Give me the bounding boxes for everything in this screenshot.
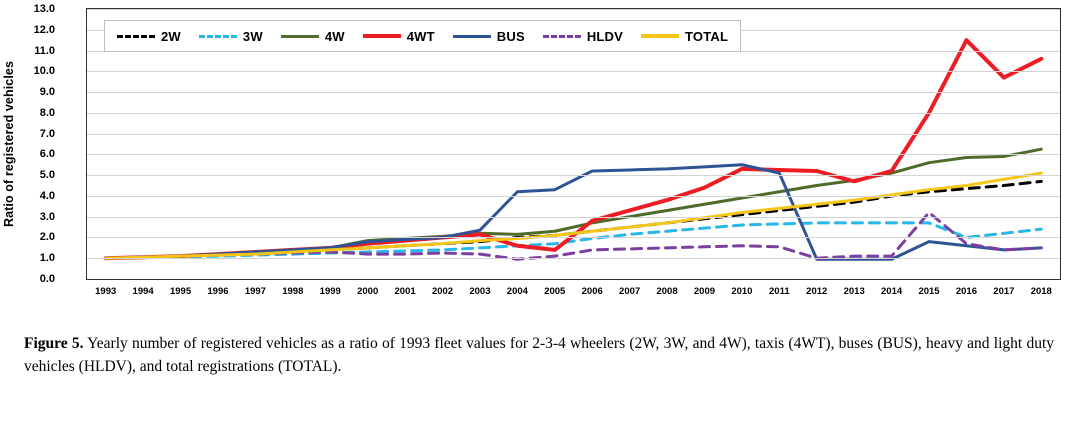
x-axis-tick-label: 2007: [619, 286, 641, 297]
x-axis-tick-label: 1994: [132, 286, 154, 297]
gridline: [87, 237, 1060, 238]
gridline: [87, 92, 1060, 93]
legend-item-2w[interactable]: [117, 29, 181, 44]
x-axis-tick-label: 2005: [544, 286, 566, 297]
y-axis-tick-label: 5.0: [39, 169, 55, 182]
x-axis-tick-label: 1993: [95, 286, 117, 297]
x-axis-tick-label: 2013: [843, 286, 865, 297]
legend-item-total[interactable]: [641, 29, 728, 44]
x-axis-tick-label: 1995: [169, 286, 192, 297]
legend-label: 4WT: [406, 28, 435, 44]
gridline: [87, 9, 1060, 10]
legend-swatch-icon: [199, 35, 237, 38]
x-axis-tick-label: 1998: [282, 286, 304, 297]
x-axis-tick-label: 2003: [469, 286, 491, 297]
y-axis-tick-label: 10.0: [33, 65, 55, 78]
y-axis-title-text: Ratio of registered vehicles: [2, 60, 16, 228]
x-axis-tick-label: 2001: [394, 286, 416, 297]
x-axis-tick-label: 1996: [207, 286, 229, 297]
chart-legend: [104, 20, 741, 52]
x-axis-tick-label: 2014: [881, 286, 903, 297]
x-axis-tick-label: 2002: [431, 286, 454, 297]
legend-label: 2W: [161, 28, 181, 44]
gridline: [87, 71, 1060, 72]
legend-item-4wt[interactable]: [363, 29, 435, 44]
x-axis-tick-label: 1997: [244, 286, 266, 297]
legend-swatch-icon: [453, 35, 491, 38]
figure-caption-label: Figure 5.: [24, 335, 84, 352]
y-axis-tick-label: 0.0: [39, 273, 55, 285]
x-axis-tick-label: 2012: [806, 286, 828, 297]
x-axis-tick-label: 2015: [918, 286, 940, 297]
x-axis-tick-label: 1999: [319, 286, 341, 297]
gridline: [87, 196, 1060, 197]
gridline: [87, 134, 1060, 135]
gridline: [87, 258, 1060, 259]
x-axis-tick-label: 2009: [693, 286, 716, 297]
legend-label: 4W: [324, 28, 345, 44]
y-axis-tick-label: 8.0: [39, 106, 55, 119]
y-axis-tick-label: 3.0: [39, 210, 55, 223]
figure-caption-text: Yearly number of registered vehicles as a ratio of 1993 fleet values for 2-3-4 wheelers (2W, 3W, and 4W), taxis (4WT), buses (BUS), heavy and light duty vehicles (HLDV), and total registrations (TOTAL).: [24, 335, 1054, 376]
gridline: [87, 175, 1060, 176]
gridline: [87, 154, 1060, 155]
x-axis-tick-label: 2000: [357, 286, 379, 297]
y-axis-tick-label: 4.0: [39, 189, 55, 202]
x-axis-tick-label: 2010: [731, 286, 753, 297]
series-line-4wt: [106, 40, 1042, 258]
y-axis-tick-label: 12.0: [33, 23, 55, 36]
legend-swatch-icon: [641, 34, 679, 38]
y-axis-tick-label: 9.0: [39, 86, 55, 99]
legend-item-4w[interactable]: [281, 29, 345, 44]
legend-label: TOTAL: [685, 28, 729, 44]
legend-label: 3W: [242, 28, 263, 44]
gridline: [87, 217, 1060, 218]
legend-swatch-icon: [363, 34, 401, 38]
figure-caption: [24, 332, 1054, 379]
x-axis-tick-label: 2004: [506, 286, 528, 297]
legend-swatch-icon: [543, 35, 581, 38]
y-axis-tick-label: 13.0: [33, 3, 55, 15]
y-axis-tick-label: 6.0: [39, 148, 55, 161]
y-axis-tick-label: 11.0: [34, 44, 55, 57]
y-axis-tick-label: 1.0: [39, 252, 55, 265]
x-axis-tick-label: 2006: [581, 286, 603, 297]
legend-swatch-icon: [281, 35, 319, 38]
x-axis-tick-label: 2008: [656, 286, 678, 297]
y-axis-tick-label: 7.0: [39, 127, 55, 140]
legend-label: BUS: [496, 28, 525, 44]
legend-label: HLDV: [586, 28, 624, 44]
legend-item-bus[interactable]: [453, 29, 525, 44]
legend-swatch-icon: [117, 35, 155, 38]
x-axis-tick-label: 2011: [769, 286, 790, 297]
x-axis-tick-label: 2018: [1030, 286, 1052, 297]
x-axis-tick-label: 2016: [955, 286, 978, 297]
legend-item-hldv[interactable]: [543, 29, 623, 44]
x-axis-tick-label: 2017: [993, 286, 1015, 297]
y-axis-tick-label: 2.0: [39, 231, 55, 244]
gridline: [87, 113, 1060, 114]
legend-item-3w[interactable]: [199, 29, 263, 44]
